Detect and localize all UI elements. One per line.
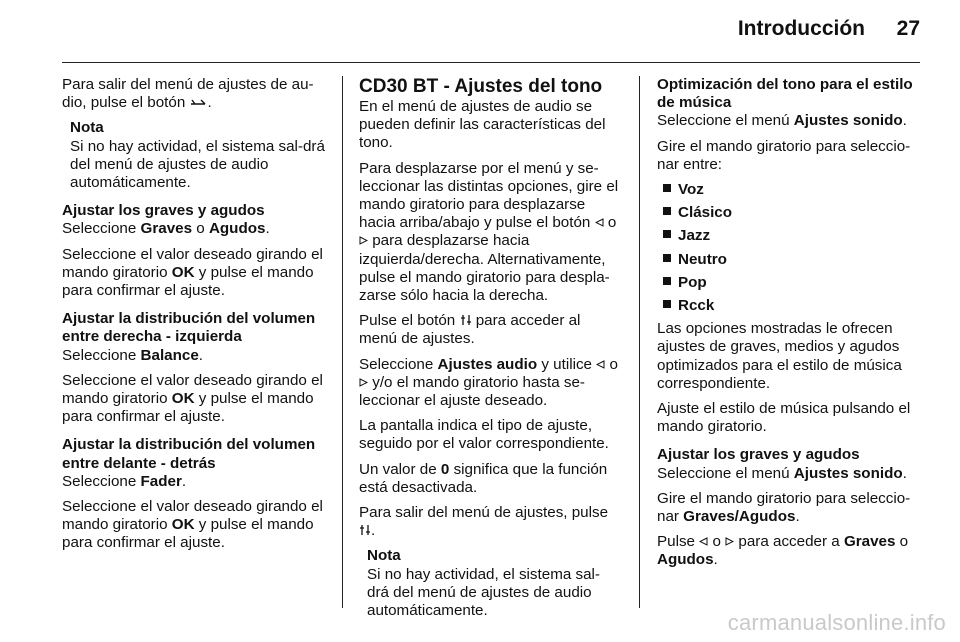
paragraph: Para desplazarse por el menú y se-leccionar las distintas opciones, gire el mando giratorio para desplazarse hacia arriba/abajo y pulse el botón o para desplazarse hacia izquierda/derecha. Alternativamente, pulse el mando giratorio para despla-zarse sólo hacia la derecha. [359,159,619,305]
column-right [657,76,921,577]
page-number: 27 [896,17,920,40]
section-title-music-style: Optimización del tono para el estilo de música [657,76,913,112]
page-header [0,0,960,64]
section-heading-tone: CD30 BT - Ajustes del tono [359,76,603,97]
column-divider-left [342,76,343,608]
header-rule [62,62,920,63]
tone-settings-icon [359,524,371,536]
paragraph-exit: Para salir del menú de ajustes de au-dio, pulse el botón . [62,76,314,112]
paragraph: Pulse o para acceder a Graves o Agudos. [657,533,909,569]
bullet-icon [663,277,671,285]
column-middle [359,76,621,630]
note-box [62,119,326,192]
section-title-bass-treble-2: Ajustar los graves y agudos [657,446,860,464]
list-item: Neutro [663,251,921,269]
watermark: carmanualsonline.info [727,610,946,635]
paragraph: Seleccione el valor deseado girando el mando giratorio OK y pulse el mando para confirmar el ajuste. [62,371,323,426]
section-title-balance: Ajustar la distribución del volumen entre derecha - izquierda [62,310,316,346]
bullet-icon [663,230,671,238]
section-title-fader: Ajustar la distribución del volumen entre delante - detrás [62,436,316,472]
section-title-bass-treble: Ajustar los graves y agudos [62,202,265,220]
note-title: Nota [367,547,401,565]
paragraph: Las opciones mostradas le ofrecen ajustes de graves, medios y agudos optimizados para el estilo de música correspondiente. [657,320,902,392]
list-item: Clásico [663,204,921,222]
paragraph: En el menú de ajustes de audio se pueden definir las características del tono. [359,98,606,152]
paragraph: Seleccione Fader. [62,472,187,490]
music-style-list [657,181,921,315]
paragraph: Ajuste el estilo de música pulsando el mando giratorio. [657,400,911,436]
paragraph: Pulse el botón para acceder al menú de ajustes. [359,312,581,348]
page-title: Introducción [737,17,865,40]
paragraph: Seleccione el valor deseado girando el mando giratorio OK y pulse el mando para confirmar el ajuste. [62,245,323,300]
tone-settings-icon [460,314,472,326]
bullet-icon [663,207,671,215]
paragraph: Seleccione Graves o Agudos. [62,220,270,238]
bullet-icon [663,300,671,308]
paragraph: La pantalla indica el tipo de ajuste, seguido por el valor correspondiente. [359,417,609,453]
right-triangle-icon [359,236,368,245]
list-item: Pop [663,274,921,292]
bullet-icon [663,254,671,262]
paragraph: Seleccione el valor deseado girando el mando giratorio OK y pulse el mando para confirmar el ajuste. [62,498,323,552]
column-divider-right [639,76,640,608]
paragraph: Gire el mando giratorio para seleccio-nar Graves/Agudos. [657,489,911,526]
bullet-icon [663,184,671,192]
right-triangle-icon [725,537,734,546]
paragraph: Para salir del menú de ajustes, pulse . [359,504,609,540]
note-text: Si no hay actividad, el sistema sal-drá del menú de ajustes de audio automáticamente. [70,137,325,192]
left-triangle-icon [699,537,708,546]
paragraph: Gire el mando giratorio para seleccio-nar entre: [657,137,911,173]
paragraph: Seleccione Ajustes audio y utilice o y/o el mando giratorio hasta se-leccionar el ajuste deseado. [359,355,618,410]
paragraph: Seleccione Balance. [62,346,204,364]
note-text: Si no hay actividad, el sistema sal-drá del menú de ajustes de audio automáticamente. [367,565,600,620]
right-triangle-icon [359,378,368,387]
note-title: Nota [70,119,104,137]
back-arrow-icon [190,97,208,107]
note-box [359,547,621,620]
left-triangle-icon [595,218,604,227]
paragraph: Seleccione el menú Ajustes sonido. [657,464,907,482]
left-triangle-icon [596,360,605,369]
list-item: Jazz [663,227,921,245]
paragraph: Seleccione el menú Ajustes sonido. [657,112,907,130]
list-item: Voz [663,181,921,199]
paragraph: Un valor de 0 significa que la función está desactivada. [359,460,608,496]
column-left [62,76,326,560]
list-item: Rcck [663,297,921,315]
